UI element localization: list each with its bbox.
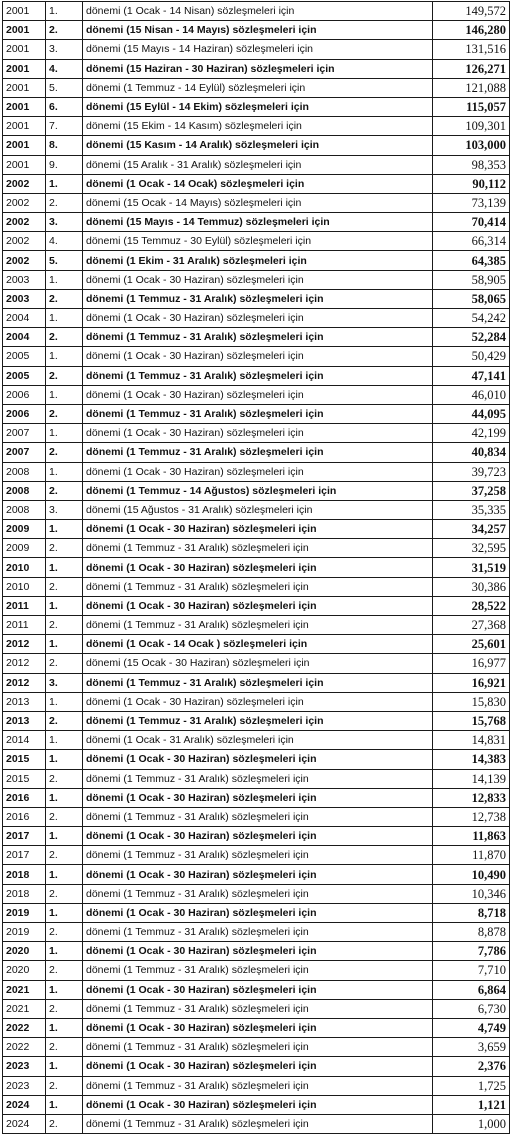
year-cell: 2022	[3, 1038, 46, 1057]
period-description-cell: dönemi (1 Ocak - 30 Haziran) sözleşmeleri için	[83, 1095, 433, 1114]
year-cell: 2011	[3, 596, 46, 615]
period-number-cell: 1.	[46, 788, 83, 807]
year-cell: 2015	[3, 769, 46, 788]
table-row	[3, 923, 510, 942]
year-cell: 2003	[3, 289, 46, 308]
period-description-cell: dönemi (1 Ocak - 31 Aralık) sözleşmeleri için	[83, 731, 433, 750]
period-number-cell: 1.	[46, 2, 83, 21]
period-description-cell: dönemi (1 Temmuz - 31 Aralık) sözleşmeleri için	[83, 711, 433, 730]
year-cell: 2002	[3, 213, 46, 232]
amount-cell: 4,749	[433, 1018, 510, 1037]
amount-cell: 2,376	[433, 1057, 510, 1076]
table-row	[3, 500, 510, 519]
period-description-cell: dönemi (1 Ocak - 30 Haziran) sözleşmeleri için	[83, 788, 433, 807]
year-cell: 2012	[3, 635, 46, 654]
year-cell: 2014	[3, 731, 46, 750]
year-cell: 2015	[3, 750, 46, 769]
table-row	[3, 424, 510, 443]
amount-cell: 109,301	[433, 117, 510, 136]
period-number-cell: 4.	[46, 232, 83, 251]
amount-cell: 10,346	[433, 884, 510, 903]
period-description-cell: dönemi (1 Ocak - 30 Haziran) sözleşmeleri için	[83, 903, 433, 922]
table-row	[3, 97, 510, 116]
amount-cell: 58,065	[433, 289, 510, 308]
year-cell: 2001	[3, 78, 46, 97]
rate-table-body	[3, 2, 510, 1134]
year-cell: 2009	[3, 520, 46, 539]
year-cell: 2016	[3, 807, 46, 826]
amount-cell: 14,383	[433, 750, 510, 769]
year-cell: 2021	[3, 980, 46, 999]
table-row	[3, 616, 510, 635]
amount-cell: 10,490	[433, 865, 510, 884]
period-description-cell: dönemi (1 Ocak - 30 Haziran) sözleşmeleri için	[83, 462, 433, 481]
period-description-cell: dönemi (1 Ocak - 30 Haziran) sözleşmeleri için	[83, 1018, 433, 1037]
amount-cell: 54,242	[433, 309, 510, 328]
period-number-cell: 3.	[46, 500, 83, 519]
table-row	[3, 328, 510, 347]
table-row	[3, 21, 510, 40]
period-description-cell: dönemi (1 Temmuz - 14 Eylül) sözleşmeleri için	[83, 78, 433, 97]
period-description-cell: dönemi (15 Ocak - 30 Haziran) sözleşmeleri için	[83, 654, 433, 673]
period-description-cell: dönemi (1 Ocak - 30 Haziran) sözleşmeleri için	[83, 385, 433, 404]
year-cell: 2002	[3, 232, 46, 251]
period-number-cell: 8.	[46, 136, 83, 155]
period-description-cell: dönemi (1 Temmuz - 31 Aralık) sözleşmeleri için	[83, 673, 433, 692]
period-number-cell: 2.	[46, 961, 83, 980]
amount-cell: 40,834	[433, 443, 510, 462]
amount-cell: 28,522	[433, 596, 510, 615]
year-cell: 2003	[3, 270, 46, 289]
year-cell: 2007	[3, 424, 46, 443]
table-row	[3, 347, 510, 366]
year-cell: 2001	[3, 117, 46, 136]
period-number-cell: 1.	[46, 174, 83, 193]
period-number-cell: 1.	[46, 520, 83, 539]
year-cell: 2013	[3, 692, 46, 711]
amount-cell: 98,353	[433, 155, 510, 174]
period-number-cell: 1.	[46, 942, 83, 961]
amount-cell: 6,864	[433, 980, 510, 999]
period-description-cell: dönemi (15 Mayıs - 14 Haziran) sözleşmeleri için	[83, 40, 433, 59]
year-cell: 2023	[3, 1057, 46, 1076]
table-row	[3, 539, 510, 558]
period-description-cell: dönemi (1 Temmuz - 31 Aralık) sözleşmeleri için	[83, 616, 433, 635]
period-number-cell: 1.	[46, 596, 83, 615]
amount-cell: 12,738	[433, 807, 510, 826]
table-row	[3, 78, 510, 97]
period-number-cell: 2.	[46, 366, 83, 385]
year-cell: 2020	[3, 961, 46, 980]
period-number-cell: 4.	[46, 59, 83, 78]
year-cell: 2016	[3, 788, 46, 807]
period-description-cell: dönemi (1 Ocak - 30 Haziran) sözleşmeleri için	[83, 424, 433, 443]
period-number-cell: 2.	[46, 481, 83, 500]
period-number-cell: 2.	[46, 884, 83, 903]
period-description-cell: dönemi (15 Kasım - 14 Aralık) sözleşmeleri için	[83, 136, 433, 155]
year-cell: 2024	[3, 1114, 46, 1133]
period-number-cell: 1.	[46, 558, 83, 577]
period-number-cell: 2.	[46, 193, 83, 212]
year-cell: 2001	[3, 136, 46, 155]
period-number-cell: 1.	[46, 731, 83, 750]
year-cell: 2011	[3, 616, 46, 635]
amount-cell: 73,139	[433, 193, 510, 212]
amount-cell: 52,284	[433, 328, 510, 347]
table-row	[3, 213, 510, 232]
rate-table	[2, 1, 510, 1134]
table-row	[3, 596, 510, 615]
period-number-cell: 1.	[46, 462, 83, 481]
table-row	[3, 961, 510, 980]
amount-cell: 7,710	[433, 961, 510, 980]
period-number-cell: 1.	[46, 865, 83, 884]
table-row	[3, 942, 510, 961]
amount-cell: 16,977	[433, 654, 510, 673]
table-row	[3, 1114, 510, 1133]
period-description-cell: dönemi (1 Ocak - 14 Ocak) sözleşmeleri için	[83, 174, 433, 193]
year-cell: 2002	[3, 174, 46, 193]
year-cell: 2007	[3, 443, 46, 462]
year-cell: 2006	[3, 404, 46, 423]
period-description-cell: dönemi (15 Eylül - 14 Ekim) sözleşmeleri için	[83, 97, 433, 116]
year-cell: 2001	[3, 2, 46, 21]
period-description-cell: dönemi (15 Ocak - 14 Mayıs) sözleşmeleri için	[83, 193, 433, 212]
amount-cell: 8,878	[433, 923, 510, 942]
year-cell: 2001	[3, 59, 46, 78]
period-number-cell: 2.	[46, 1038, 83, 1057]
year-cell: 2010	[3, 577, 46, 596]
year-cell: 2019	[3, 903, 46, 922]
amount-cell: 146,280	[433, 21, 510, 40]
table-row	[3, 769, 510, 788]
amount-cell: 32,595	[433, 539, 510, 558]
table-row	[3, 443, 510, 462]
period-number-cell: 1.	[46, 1095, 83, 1114]
period-number-cell: 1.	[46, 424, 83, 443]
table-row	[3, 692, 510, 711]
table-row	[3, 980, 510, 999]
period-number-cell: 1.	[46, 347, 83, 366]
year-cell: 2012	[3, 673, 46, 692]
table-row	[3, 865, 510, 884]
period-description-cell: dönemi (1 Temmuz - 31 Aralık) sözleşmeleri için	[83, 846, 433, 865]
period-number-cell: 2.	[46, 999, 83, 1018]
period-description-cell: dönemi (1 Temmuz - 31 Aralık) sözleşmeleri için	[83, 366, 433, 385]
period-description-cell: dönemi (1 Temmuz - 31 Aralık) sözleşmeleri için	[83, 1038, 433, 1057]
table-row	[3, 117, 510, 136]
period-number-cell: 2.	[46, 539, 83, 558]
period-number-cell: 2.	[46, 328, 83, 347]
year-cell: 2010	[3, 558, 46, 577]
table-row	[3, 750, 510, 769]
year-cell: 2005	[3, 366, 46, 385]
amount-cell: 6,730	[433, 999, 510, 1018]
period-description-cell: dönemi (1 Temmuz - 31 Aralık) sözleşmeleri için	[83, 923, 433, 942]
table-row	[3, 155, 510, 174]
year-cell: 2001	[3, 97, 46, 116]
period-number-cell: 3.	[46, 213, 83, 232]
amount-cell: 15,768	[433, 711, 510, 730]
period-number-cell: 2.	[46, 769, 83, 788]
year-cell: 2004	[3, 328, 46, 347]
period-description-cell: dönemi (1 Temmuz - 31 Aralık) sözleşmeleri için	[83, 289, 433, 308]
period-description-cell: dönemi (1 Temmuz - 31 Aralık) sözleşmeleri için	[83, 404, 433, 423]
period-description-cell: dönemi (15 Ekim - 14 Kasım) sözleşmeleri için	[83, 117, 433, 136]
period-number-cell: 1.	[46, 980, 83, 999]
period-number-cell: 1.	[46, 385, 83, 404]
table-row	[3, 827, 510, 846]
amount-cell: 27,368	[433, 616, 510, 635]
year-cell: 2013	[3, 711, 46, 730]
year-cell: 2020	[3, 942, 46, 961]
table-row	[3, 807, 510, 826]
period-number-cell: 1.	[46, 635, 83, 654]
amount-cell: 1,000	[433, 1114, 510, 1133]
period-number-cell: 2.	[46, 654, 83, 673]
year-cell: 2009	[3, 539, 46, 558]
period-description-cell: dönemi (1 Temmuz - 31 Aralık) sözleşmeleri için	[83, 961, 433, 980]
period-number-cell: 2.	[46, 443, 83, 462]
amount-cell: 16,921	[433, 673, 510, 692]
period-description-cell: dönemi (1 Ocak - 30 Haziran) sözleşmeleri için	[83, 347, 433, 366]
year-cell: 2001	[3, 40, 46, 59]
year-cell: 2005	[3, 347, 46, 366]
year-cell: 2023	[3, 1076, 46, 1095]
period-number-cell: 6.	[46, 97, 83, 116]
amount-cell: 115,057	[433, 97, 510, 116]
table-row	[3, 558, 510, 577]
period-number-cell: 9.	[46, 155, 83, 174]
period-number-cell: 2.	[46, 1114, 83, 1133]
period-description-cell: dönemi (1 Ocak - 30 Haziran) sözleşmeleri için	[83, 692, 433, 711]
amount-cell: 39,723	[433, 462, 510, 481]
year-cell: 2018	[3, 884, 46, 903]
period-description-cell: dönemi (1 Ocak - 14 Ocak ) sözleşmeleri için	[83, 635, 433, 654]
period-description-cell: dönemi (1 Ocak - 30 Haziran) sözleşmeleri için	[83, 520, 433, 539]
amount-cell: 126,271	[433, 59, 510, 78]
amount-cell: 34,257	[433, 520, 510, 539]
amount-cell: 121,088	[433, 78, 510, 97]
period-description-cell: dönemi (1 Temmuz - 31 Aralık) sözleşmeleri için	[83, 1114, 433, 1133]
period-description-cell: dönemi (15 Haziran - 30 Haziran) sözleşmeleri için	[83, 59, 433, 78]
period-description-cell: dönemi (15 Aralık - 31 Aralık) sözleşmeleri için	[83, 155, 433, 174]
table-row	[3, 711, 510, 730]
period-number-cell: 7.	[46, 117, 83, 136]
amount-cell: 7,786	[433, 942, 510, 961]
period-number-cell: 2.	[46, 577, 83, 596]
year-cell: 2024	[3, 1095, 46, 1114]
amount-cell: 14,139	[433, 769, 510, 788]
period-number-cell: 5.	[46, 78, 83, 97]
period-description-cell: dönemi (1 Ocak - 30 Haziran) sözleşmeleri için	[83, 558, 433, 577]
period-number-cell: 5.	[46, 251, 83, 270]
table-row	[3, 385, 510, 404]
year-cell: 2004	[3, 309, 46, 328]
year-cell: 2008	[3, 500, 46, 519]
amount-cell: 50,429	[433, 347, 510, 366]
table-row	[3, 903, 510, 922]
year-cell: 2021	[3, 999, 46, 1018]
amount-cell: 15,830	[433, 692, 510, 711]
period-number-cell: 1.	[46, 1018, 83, 1037]
table-row	[3, 481, 510, 500]
table-row	[3, 1057, 510, 1076]
year-cell: 2012	[3, 654, 46, 673]
table-row	[3, 193, 510, 212]
table-row	[3, 462, 510, 481]
amount-cell: 31,519	[433, 558, 510, 577]
period-number-cell: 1.	[46, 827, 83, 846]
year-cell: 2018	[3, 865, 46, 884]
period-number-cell: 1.	[46, 903, 83, 922]
period-number-cell: 1.	[46, 309, 83, 328]
table-row	[3, 270, 510, 289]
amount-cell: 42,199	[433, 424, 510, 443]
period-description-cell: dönemi (1 Ocak - 30 Haziran) sözleşmeleri için	[83, 596, 433, 615]
period-description-cell: dönemi (1 Ocak - 30 Haziran) sözleşmeleri için	[83, 942, 433, 961]
table-row	[3, 1018, 510, 1037]
year-cell: 2022	[3, 1018, 46, 1037]
amount-cell: 37,258	[433, 481, 510, 500]
period-description-cell: dönemi (1 Temmuz - 31 Aralık) sözleşmeleri için	[83, 1076, 433, 1095]
amount-cell: 1,121	[433, 1095, 510, 1114]
table-row	[3, 1076, 510, 1095]
amount-cell: 1,725	[433, 1076, 510, 1095]
period-number-cell: 1.	[46, 1057, 83, 1076]
amount-cell: 14,831	[433, 731, 510, 750]
amount-cell: 64,385	[433, 251, 510, 270]
amount-cell: 70,414	[433, 213, 510, 232]
period-description-cell: dönemi (1 Temmuz - 31 Aralık) sözleşmeleri için	[83, 807, 433, 826]
year-cell: 2019	[3, 923, 46, 942]
period-description-cell: dönemi (1 Ocak - 14 Nisan) sözleşmeleri için	[83, 2, 433, 21]
year-cell: 2002	[3, 251, 46, 270]
period-description-cell: dönemi (1 Temmuz - 31 Aralık) sözleşmeleri için	[83, 577, 433, 596]
year-cell: 2001	[3, 21, 46, 40]
period-description-cell: dönemi (1 Ocak - 30 Haziran) sözleşmeleri için	[83, 865, 433, 884]
table-row	[3, 520, 510, 539]
amount-cell: 90,112	[433, 174, 510, 193]
period-description-cell: dönemi (1 Temmuz - 31 Aralık) sözleşmeleri için	[83, 328, 433, 347]
amount-cell: 25,601	[433, 635, 510, 654]
amount-cell: 46,010	[433, 385, 510, 404]
amount-cell: 35,335	[433, 500, 510, 519]
period-number-cell: 2.	[46, 1076, 83, 1095]
period-description-cell: dönemi (1 Temmuz - 31 Aralık) sözleşmeleri için	[83, 769, 433, 788]
amount-cell: 3,659	[433, 1038, 510, 1057]
table-row	[3, 788, 510, 807]
table-row	[3, 251, 510, 270]
period-description-cell: dönemi (15 Ağustos - 31 Aralık) sözleşmeleri için	[83, 500, 433, 519]
period-number-cell: 3.	[46, 40, 83, 59]
amount-cell: 131,516	[433, 40, 510, 59]
amount-cell: 8,718	[433, 903, 510, 922]
amount-cell: 149,572	[433, 2, 510, 21]
table-row	[3, 654, 510, 673]
amount-cell: 103,000	[433, 136, 510, 155]
period-description-cell: dönemi (1 Temmuz - 31 Aralık) sözleşmeleri için	[83, 443, 433, 462]
period-description-cell: dönemi (1 Temmuz - 31 Aralık) sözleşmeleri için	[83, 884, 433, 903]
table-row	[3, 59, 510, 78]
table-row	[3, 731, 510, 750]
amount-cell: 47,141	[433, 366, 510, 385]
amount-cell: 11,870	[433, 846, 510, 865]
amount-cell: 66,314	[433, 232, 510, 251]
period-description-cell: dönemi (1 Ocak - 30 Haziran) sözleşmeleri için	[83, 1057, 433, 1076]
period-number-cell: 1.	[46, 270, 83, 289]
table-row	[3, 2, 510, 21]
period-description-cell: dönemi (1 Temmuz - 14 Ağustos) sözleşmeleri için	[83, 481, 433, 500]
year-cell: 2017	[3, 846, 46, 865]
period-description-cell: dönemi (15 Temmuz - 30 Eylül) sözleşmeleri için	[83, 232, 433, 251]
table-row	[3, 232, 510, 251]
period-description-cell: dönemi (1 Ocak - 30 Haziran) sözleşmeleri için	[83, 309, 433, 328]
table-row	[3, 404, 510, 423]
year-cell: 2008	[3, 481, 46, 500]
table-row	[3, 884, 510, 903]
table-row	[3, 1095, 510, 1114]
table-row	[3, 289, 510, 308]
year-cell: 2006	[3, 385, 46, 404]
table-row	[3, 366, 510, 385]
amount-cell: 12,833	[433, 788, 510, 807]
period-description-cell: dönemi (1 Temmuz - 31 Aralık) sözleşmeleri için	[83, 999, 433, 1018]
table-row	[3, 577, 510, 596]
period-description-cell: dönemi (1 Ocak - 30 Haziran) sözleşmeleri için	[83, 750, 433, 769]
table-row	[3, 1038, 510, 1057]
table-row	[3, 136, 510, 155]
period-number-cell: 2.	[46, 616, 83, 635]
amount-cell: 30,386	[433, 577, 510, 596]
year-cell: 2002	[3, 193, 46, 212]
period-number-cell: 3.	[46, 673, 83, 692]
table-row	[3, 635, 510, 654]
amount-cell: 11,863	[433, 827, 510, 846]
table-row	[3, 673, 510, 692]
period-description-cell: dönemi (15 Nisan - 14 Mayıs) sözleşmeleri için	[83, 21, 433, 40]
year-cell: 2001	[3, 155, 46, 174]
period-description-cell: dönemi (1 Temmuz - 31 Aralık) sözleşmeleri için	[83, 539, 433, 558]
table-row	[3, 40, 510, 59]
period-description-cell: dönemi (1 Ocak - 30 Haziran) sözleşmeleri için	[83, 270, 433, 289]
period-number-cell: 2.	[46, 289, 83, 308]
period-description-cell: dönemi (1 Ekim - 31 Aralık) sözleşmeleri için	[83, 251, 433, 270]
year-cell: 2017	[3, 827, 46, 846]
amount-cell: 58,905	[433, 270, 510, 289]
period-description-cell: dönemi (1 Ocak - 30 Haziran) sözleşmeleri için	[83, 980, 433, 999]
period-description-cell: dönemi (1 Ocak - 30 Haziran) sözleşmeleri için	[83, 827, 433, 846]
amount-cell: 44,095	[433, 404, 510, 423]
period-number-cell: 2.	[46, 807, 83, 826]
period-number-cell: 2.	[46, 923, 83, 942]
period-number-cell: 2.	[46, 846, 83, 865]
table-row	[3, 846, 510, 865]
table-row	[3, 999, 510, 1018]
year-cell: 2008	[3, 462, 46, 481]
period-number-cell: 1.	[46, 750, 83, 769]
period-number-cell: 2.	[46, 21, 83, 40]
table-row	[3, 309, 510, 328]
period-description-cell: dönemi (15 Mayıs - 14 Temmuz) sözleşmeleri için	[83, 213, 433, 232]
table-row	[3, 174, 510, 193]
period-number-cell: 1.	[46, 692, 83, 711]
period-number-cell: 2.	[46, 404, 83, 423]
period-number-cell: 2.	[46, 711, 83, 730]
